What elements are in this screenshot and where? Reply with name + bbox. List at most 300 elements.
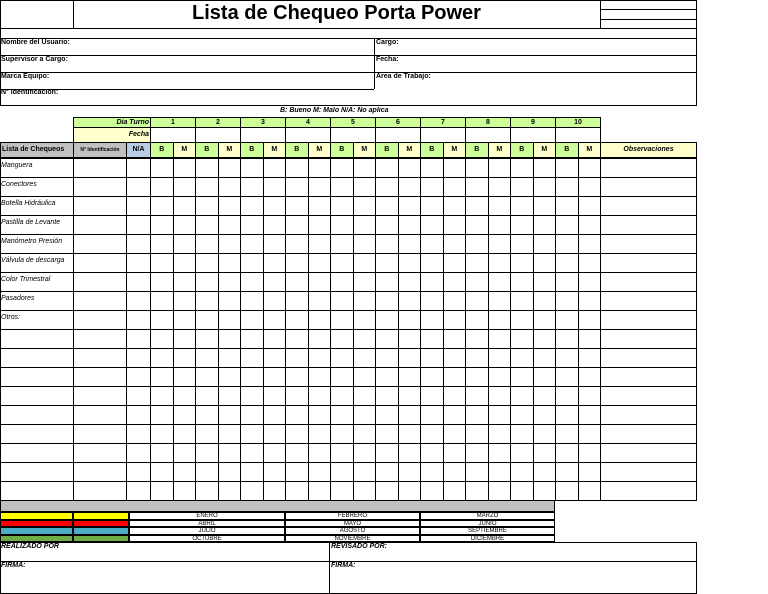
n-ident-cell[interactable] [73,272,127,292]
check-cell[interactable] [285,443,309,463]
check-cell[interactable] [240,291,264,311]
check-cell[interactable] [398,253,422,273]
check-cell[interactable] [330,348,354,368]
check-cell[interactable] [398,481,422,501]
check-cell[interactable] [555,348,579,368]
check-cell[interactable] [578,386,602,406]
check-cell[interactable] [510,329,534,349]
observaciones-cell[interactable] [600,329,697,349]
check-cell[interactable] [240,310,264,330]
fecha-cell-8[interactable] [465,127,511,143]
fecha-cell-5[interactable] [330,127,376,143]
check-cell[interactable] [533,329,557,349]
check-cell[interactable] [173,234,197,254]
check-cell[interactable] [263,177,287,197]
check-cell[interactable] [263,386,287,406]
check-cell[interactable] [510,386,534,406]
check-cell[interactable] [443,196,467,216]
check-cell[interactable] [510,215,534,235]
check-cell[interactable] [218,348,242,368]
check-cell[interactable] [330,215,354,235]
check-cell[interactable] [443,234,467,254]
check-cell[interactable] [150,348,174,368]
check-cell[interactable] [398,405,422,425]
check-cell[interactable] [240,215,264,235]
n-ident-cell[interactable] [73,215,127,235]
check-cell[interactable] [375,386,399,406]
observaciones-cell[interactable] [600,196,697,216]
check-cell[interactable] [173,329,197,349]
check-cell[interactable] [150,215,174,235]
check-cell[interactable] [465,462,489,482]
check-cell[interactable] [578,215,602,235]
check-cell[interactable] [398,196,422,216]
check-cell[interactable] [195,310,219,330]
check-cell[interactable] [195,272,219,292]
check-cell[interactable] [443,158,467,178]
check-cell[interactable] [443,405,467,425]
check-cell[interactable] [555,215,579,235]
check-cell[interactable] [195,481,219,501]
check-cell[interactable] [285,367,309,387]
fecha-cell-4[interactable] [285,127,331,143]
observaciones-cell[interactable] [600,234,697,254]
n-ident-cell[interactable] [73,348,127,368]
check-cell[interactable] [173,348,197,368]
check-cell[interactable] [443,310,467,330]
check-cell[interactable] [555,253,579,273]
observaciones-cell[interactable] [600,424,697,444]
check-cell[interactable] [150,158,174,178]
check-cell[interactable] [173,215,197,235]
check-cell[interactable] [308,234,332,254]
check-cell[interactable] [555,310,579,330]
na-cell[interactable] [126,405,151,425]
check-cell[interactable] [375,310,399,330]
check-cell[interactable] [173,405,197,425]
check-cell[interactable] [173,291,197,311]
check-cell[interactable] [443,424,467,444]
check-cell[interactable] [555,329,579,349]
check-cell[interactable] [510,424,534,444]
check-cell[interactable] [465,196,489,216]
check-cell[interactable] [443,443,467,463]
check-cell[interactable] [173,424,197,444]
check-cell[interactable] [510,405,534,425]
observaciones-cell[interactable] [600,158,697,178]
check-cell[interactable] [443,386,467,406]
check-cell[interactable] [488,272,512,292]
check-cell[interactable] [195,367,219,387]
check-cell[interactable] [443,348,467,368]
check-cell[interactable] [195,348,219,368]
check-cell[interactable] [375,367,399,387]
na-cell[interactable] [126,348,151,368]
observaciones-cell[interactable] [600,405,697,425]
n-ident-cell[interactable] [73,253,127,273]
check-cell[interactable] [330,386,354,406]
check-cell[interactable] [578,291,602,311]
check-cell[interactable] [173,253,197,273]
check-cell[interactable] [150,481,174,501]
n-ident-cell[interactable] [73,386,127,406]
check-cell[interactable] [420,158,444,178]
check-cell[interactable] [353,386,377,406]
check-cell[interactable] [375,158,399,178]
check-cell[interactable] [285,424,309,444]
check-cell[interactable] [488,215,512,235]
check-cell[interactable] [240,405,264,425]
check-cell[interactable] [375,177,399,197]
fecha-cell-6[interactable] [375,127,421,143]
check-cell[interactable] [420,253,444,273]
na-cell[interactable] [126,291,151,311]
check-cell[interactable] [218,272,242,292]
check-cell[interactable] [375,196,399,216]
check-cell[interactable] [240,196,264,216]
check-cell[interactable] [195,386,219,406]
check-cell[interactable] [488,443,512,463]
check-cell[interactable] [263,253,287,273]
check-cell[interactable] [488,462,512,482]
check-cell[interactable] [398,310,422,330]
check-cell[interactable] [285,291,309,311]
check-cell[interactable] [488,386,512,406]
check-cell[interactable] [173,272,197,292]
check-cell[interactable] [510,443,534,463]
check-cell[interactable] [173,443,197,463]
n-ident-cell[interactable] [73,158,127,178]
check-cell[interactable] [443,291,467,311]
fecha-cell-3[interactable] [240,127,286,143]
check-cell[interactable] [488,291,512,311]
na-cell[interactable] [126,386,151,406]
check-cell[interactable] [533,215,557,235]
check-cell[interactable] [263,424,287,444]
n-ident-cell[interactable] [73,177,127,197]
check-cell[interactable] [308,253,332,273]
check-cell[interactable] [150,196,174,216]
check-cell[interactable] [555,158,579,178]
n-ident-cell[interactable] [73,462,127,482]
check-cell[interactable] [218,443,242,463]
fecha-cell-1[interactable] [150,127,196,143]
check-cell[interactable] [420,481,444,501]
check-cell[interactable] [218,234,242,254]
fecha-cell-9[interactable] [510,127,556,143]
check-cell[interactable] [375,424,399,444]
check-cell[interactable] [555,462,579,482]
check-cell[interactable] [398,177,422,197]
check-cell[interactable] [375,253,399,273]
check-cell[interactable] [353,405,377,425]
check-cell[interactable] [398,348,422,368]
check-cell[interactable] [330,405,354,425]
check-cell[interactable] [240,462,264,482]
check-cell[interactable] [578,196,602,216]
observaciones-cell[interactable] [600,462,697,482]
check-cell[interactable] [263,158,287,178]
check-cell[interactable] [510,291,534,311]
check-cell[interactable] [443,367,467,387]
check-cell[interactable] [195,177,219,197]
check-cell[interactable] [555,443,579,463]
check-cell[interactable] [398,158,422,178]
check-cell[interactable] [218,405,242,425]
check-cell[interactable] [578,310,602,330]
check-cell[interactable] [330,462,354,482]
check-cell[interactable] [285,272,309,292]
check-cell[interactable] [555,424,579,444]
check-cell[interactable] [555,291,579,311]
na-cell[interactable] [126,481,151,501]
observaciones-cell[interactable] [600,367,697,387]
check-cell[interactable] [353,424,377,444]
check-cell[interactable] [308,405,332,425]
check-cell[interactable] [218,481,242,501]
n-ident-cell[interactable] [73,329,127,349]
check-cell[interactable] [240,367,264,387]
check-cell[interactable] [488,234,512,254]
check-cell[interactable] [465,386,489,406]
check-cell[interactable] [420,424,444,444]
check-cell[interactable] [578,462,602,482]
check-cell[interactable] [150,424,174,444]
check-cell[interactable] [195,443,219,463]
observaciones-cell[interactable] [600,215,697,235]
check-cell[interactable] [353,234,377,254]
n-ident-cell[interactable] [73,443,127,463]
observaciones-cell[interactable] [600,253,697,273]
check-cell[interactable] [195,234,219,254]
check-cell[interactable] [555,481,579,501]
check-cell[interactable] [308,367,332,387]
check-cell[interactable] [263,367,287,387]
observaciones-cell[interactable] [600,177,697,197]
check-cell[interactable] [375,443,399,463]
check-cell[interactable] [375,481,399,501]
check-cell[interactable] [195,462,219,482]
check-cell[interactable] [533,348,557,368]
check-cell[interactable] [510,367,534,387]
check-cell[interactable] [150,234,174,254]
check-cell[interactable] [173,196,197,216]
check-cell[interactable] [488,424,512,444]
check-cell[interactable] [150,443,174,463]
check-cell[interactable] [173,462,197,482]
check-cell[interactable] [218,177,242,197]
check-cell[interactable] [398,234,422,254]
check-cell[interactable] [263,215,287,235]
check-cell[interactable] [240,386,264,406]
check-cell[interactable] [285,177,309,197]
check-cell[interactable] [353,158,377,178]
check-cell[interactable] [330,291,354,311]
check-cell[interactable] [510,481,534,501]
check-cell[interactable] [285,196,309,216]
check-cell[interactable] [263,272,287,292]
fecha-cell-2[interactable] [195,127,241,143]
check-cell[interactable] [353,348,377,368]
check-cell[interactable] [510,177,534,197]
check-cell[interactable] [420,215,444,235]
check-cell[interactable] [195,329,219,349]
check-cell[interactable] [150,462,174,482]
check-cell[interactable] [218,310,242,330]
na-cell[interactable] [126,215,151,235]
check-cell[interactable] [398,329,422,349]
check-cell[interactable] [465,443,489,463]
check-cell[interactable] [353,481,377,501]
check-cell[interactable] [420,367,444,387]
check-cell[interactable] [443,462,467,482]
check-cell[interactable] [263,329,287,349]
check-cell[interactable] [533,158,557,178]
check-cell[interactable] [398,443,422,463]
check-cell[interactable] [330,158,354,178]
observaciones-cell[interactable] [600,348,697,368]
check-cell[interactable] [420,329,444,349]
n-ident-cell[interactable] [73,367,127,387]
check-cell[interactable] [533,443,557,463]
check-cell[interactable] [263,196,287,216]
check-cell[interactable] [150,367,174,387]
check-cell[interactable] [263,234,287,254]
check-cell[interactable] [240,158,264,178]
check-cell[interactable] [398,215,422,235]
check-cell[interactable] [353,196,377,216]
check-cell[interactable] [308,481,332,501]
check-cell[interactable] [263,462,287,482]
check-cell[interactable] [555,367,579,387]
check-cell[interactable] [375,272,399,292]
check-cell[interactable] [218,158,242,178]
check-cell[interactable] [420,234,444,254]
check-cell[interactable] [533,386,557,406]
check-cell[interactable] [330,443,354,463]
check-cell[interactable] [510,348,534,368]
n-ident-cell[interactable] [73,196,127,216]
check-cell[interactable] [285,158,309,178]
na-cell[interactable] [126,177,151,197]
check-cell[interactable] [465,367,489,387]
check-cell[interactable] [578,177,602,197]
check-cell[interactable] [173,177,197,197]
check-cell[interactable] [555,196,579,216]
check-cell[interactable] [308,348,332,368]
na-cell[interactable] [126,329,151,349]
check-cell[interactable] [240,443,264,463]
check-cell[interactable] [195,196,219,216]
check-cell[interactable] [173,481,197,501]
check-cell[interactable] [240,348,264,368]
check-cell[interactable] [353,443,377,463]
check-cell[interactable] [173,367,197,387]
check-cell[interactable] [465,234,489,254]
check-cell[interactable] [443,215,467,235]
check-cell[interactable] [263,348,287,368]
check-cell[interactable] [533,310,557,330]
check-cell[interactable] [240,424,264,444]
check-cell[interactable] [578,234,602,254]
check-cell[interactable] [555,177,579,197]
observaciones-cell[interactable] [600,272,697,292]
check-cell[interactable] [150,386,174,406]
check-cell[interactable] [465,215,489,235]
check-cell[interactable] [533,272,557,292]
na-cell[interactable] [126,196,151,216]
check-cell[interactable] [533,424,557,444]
check-cell[interactable] [308,177,332,197]
check-cell[interactable] [443,329,467,349]
check-cell[interactable] [578,158,602,178]
check-cell[interactable] [375,215,399,235]
check-cell[interactable] [488,481,512,501]
check-cell[interactable] [465,158,489,178]
check-cell[interactable] [150,329,174,349]
na-cell[interactable] [126,272,151,292]
check-cell[interactable] [375,348,399,368]
fecha-cell-7[interactable] [420,127,466,143]
check-cell[interactable] [578,272,602,292]
observaciones-cell[interactable] [600,291,697,311]
check-cell[interactable] [465,310,489,330]
check-cell[interactable] [578,424,602,444]
check-cell[interactable] [285,215,309,235]
check-cell[interactable] [533,177,557,197]
check-cell[interactable] [218,329,242,349]
check-cell[interactable] [555,405,579,425]
check-cell[interactable] [308,443,332,463]
check-cell[interactable] [218,291,242,311]
check-cell[interactable] [330,177,354,197]
check-cell[interactable] [308,158,332,178]
check-cell[interactable] [195,291,219,311]
check-cell[interactable] [263,291,287,311]
check-cell[interactable] [375,329,399,349]
check-cell[interactable] [308,272,332,292]
check-cell[interactable] [330,272,354,292]
check-cell[interactable] [443,253,467,273]
check-cell[interactable] [488,253,512,273]
check-cell[interactable] [195,215,219,235]
check-cell[interactable] [240,481,264,501]
check-cell[interactable] [330,424,354,444]
check-cell[interactable] [420,443,444,463]
check-cell[interactable] [443,272,467,292]
check-cell[interactable] [375,291,399,311]
check-cell[interactable] [533,367,557,387]
check-cell[interactable] [173,310,197,330]
check-cell[interactable] [263,481,287,501]
check-cell[interactable] [218,215,242,235]
check-cell[interactable] [510,310,534,330]
check-cell[interactable] [263,310,287,330]
check-cell[interactable] [353,310,377,330]
check-cell[interactable] [398,367,422,387]
check-cell[interactable] [375,462,399,482]
check-cell[interactable] [398,386,422,406]
check-cell[interactable] [578,329,602,349]
check-cell[interactable] [443,177,467,197]
check-cell[interactable] [150,291,174,311]
check-cell[interactable] [398,424,422,444]
check-cell[interactable] [353,367,377,387]
check-cell[interactable] [488,405,512,425]
check-cell[interactable] [533,291,557,311]
check-cell[interactable] [420,405,444,425]
check-cell[interactable] [533,481,557,501]
